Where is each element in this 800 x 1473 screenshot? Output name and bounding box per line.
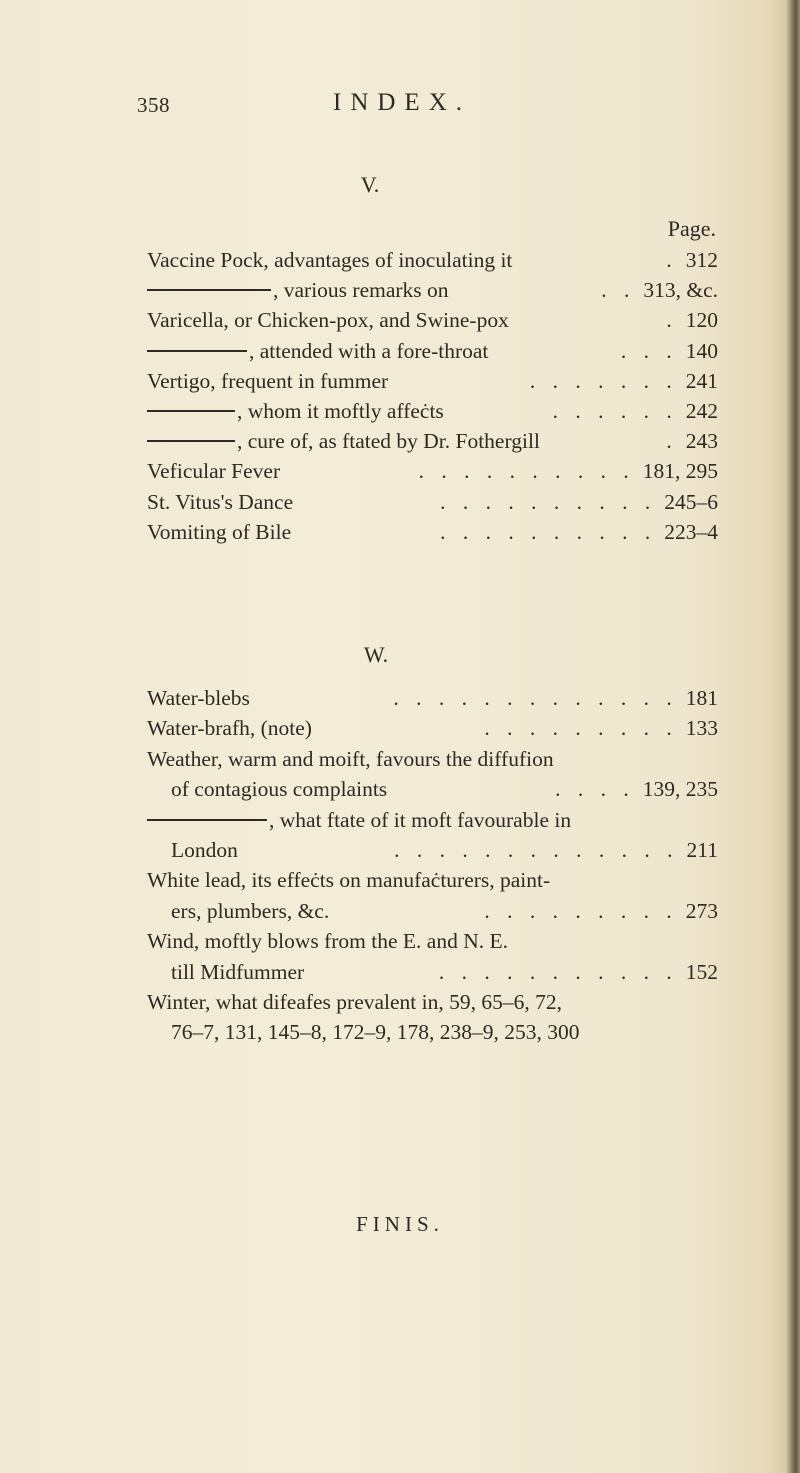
dot-leaders: . . . . . . . . . . <box>440 489 657 514</box>
index-entry <box>147 245 718 275</box>
dot-leaders: . . . . . . . . . . <box>440 519 657 544</box>
entry-page-refs: 242 <box>685 399 718 423</box>
dot-leaders: . . . . . . . . . <box>484 716 678 741</box>
index-entry <box>147 517 718 547</box>
dot-leaders: . . . . . . . . . . <box>418 459 635 484</box>
entry-label: London <box>171 838 238 862</box>
entry-page-refs: 241 <box>685 368 718 393</box>
index-entry <box>171 1017 718 1047</box>
ditto-dash <box>147 819 267 821</box>
entry-label: ers, plumbers, &c. <box>171 898 330 923</box>
entry-page-refs: 312 <box>685 248 718 272</box>
index-entry <box>171 774 718 804</box>
entry-label: White lead, its effeċts on manufaċturers, paint- <box>147 868 551 893</box>
dot-leaders: . . . <box>620 338 678 363</box>
entry-label: , attended with a fore-throat <box>249 338 489 363</box>
page-column-label: Page. <box>667 216 716 241</box>
dot-leaders: . <box>666 429 678 454</box>
index-entry <box>147 713 718 743</box>
entry-label: till Midfummer <box>171 959 305 984</box>
index-entry <box>147 275 718 305</box>
index-entry <box>147 683 718 713</box>
index-entry <box>147 305 718 335</box>
entry-page-refs: 245–6 <box>664 489 718 514</box>
entry-label: Vertigo, frequent in fummer <box>147 368 389 393</box>
entry-page-refs: 140 <box>685 338 718 363</box>
entry-page-refs: 181, 295 <box>642 459 718 484</box>
index-entry <box>171 896 718 926</box>
entry-page-refs: 223–4 <box>664 519 718 544</box>
entry-label: St. Vitus's Dance <box>147 489 294 514</box>
index-entry <box>147 987 718 1017</box>
dot-leaders: . . . . . . . <box>529 368 678 393</box>
section-heading-w: W. <box>363 642 389 667</box>
dot-leaders: . <box>666 248 678 272</box>
entry-label: , cure of, as ftated by Dr. Fothergill <box>237 429 540 454</box>
entry-page-refs: 133 <box>685 716 718 741</box>
entry-page-refs: 273 <box>685 898 718 923</box>
entry-label: Veficular Fever <box>147 459 281 484</box>
index-entry <box>147 487 718 517</box>
entry-label: , what ftate of it moft favourable in <box>269 807 572 832</box>
index-entry <box>171 835 718 865</box>
entry-label: , various remarks on <box>273 278 449 303</box>
page-edge-shadow <box>786 0 800 1473</box>
entry-label: of contagious complaints <box>171 777 388 802</box>
index-entry <box>147 805 718 835</box>
entry-label: , whom it moftly affeċts <box>237 399 444 423</box>
entry-page-refs: 211 <box>686 838 718 862</box>
entry-label: Vomiting of Bile <box>147 519 292 544</box>
entry-page-refs: 181 <box>685 686 718 710</box>
dot-leaders: . . <box>601 278 636 303</box>
dot-leaders: . . . . . . <box>552 399 678 423</box>
ditto-dash <box>147 440 235 442</box>
section-heading-v: V. <box>360 172 380 197</box>
dot-leaders: . . . . . . . . . <box>484 898 678 923</box>
dot-leaders: . . . . . . . . . . . . . <box>394 838 679 862</box>
entry-page-refs: 313, &c. <box>643 278 718 303</box>
dot-leaders: . . . . . . . . . . . . . <box>393 686 678 710</box>
ditto-dash <box>147 410 235 412</box>
index-entry <box>147 744 718 774</box>
entry-label: Varicella, or Chicken-pox, and Swine-pox <box>147 308 509 333</box>
index-entry <box>147 426 718 456</box>
entry-label: Water-blebs <box>147 686 250 710</box>
entry-label: Weather, warm and moift, favours the diffufion <box>147 746 554 771</box>
entry-label: Vaccine Pock, advantages of inoculating it <box>147 248 513 272</box>
index-entry <box>147 926 718 956</box>
entry-page-refs: 243 <box>685 429 718 454</box>
index-entry <box>147 456 718 486</box>
ditto-dash <box>147 350 247 352</box>
entry-page-refs: 120 <box>685 308 718 333</box>
index-entry <box>147 865 718 895</box>
dot-leaders: . <box>666 308 678 333</box>
finis-label: FINIS. <box>356 1212 444 1236</box>
entry-label: Winter, what difeafes prevalent in, 59, 65–6, 72, <box>147 990 563 1014</box>
index-entry <box>147 366 718 396</box>
entry-page-refs: 139, 235 <box>642 777 718 802</box>
ditto-dash <box>147 289 271 291</box>
dot-leaders: . . . . <box>555 777 635 802</box>
dot-leaders: . . . . . . . . . . . <box>438 959 678 984</box>
entry-page-refs: 152 <box>685 959 718 984</box>
running-head: INDEX. <box>333 89 472 116</box>
page-number: 358 <box>137 93 170 117</box>
index-entry <box>147 336 718 366</box>
entry-label: 76–7, 131, 145–8, 172–9, 178, 238–9, 253, 300 <box>171 1020 580 1045</box>
entry-label: Wind, moftly blows from the E. and N. E. <box>147 929 508 954</box>
index-entry <box>147 396 718 426</box>
entry-label: Water-brafh, (note) <box>147 716 312 741</box>
index-entry <box>171 957 718 987</box>
